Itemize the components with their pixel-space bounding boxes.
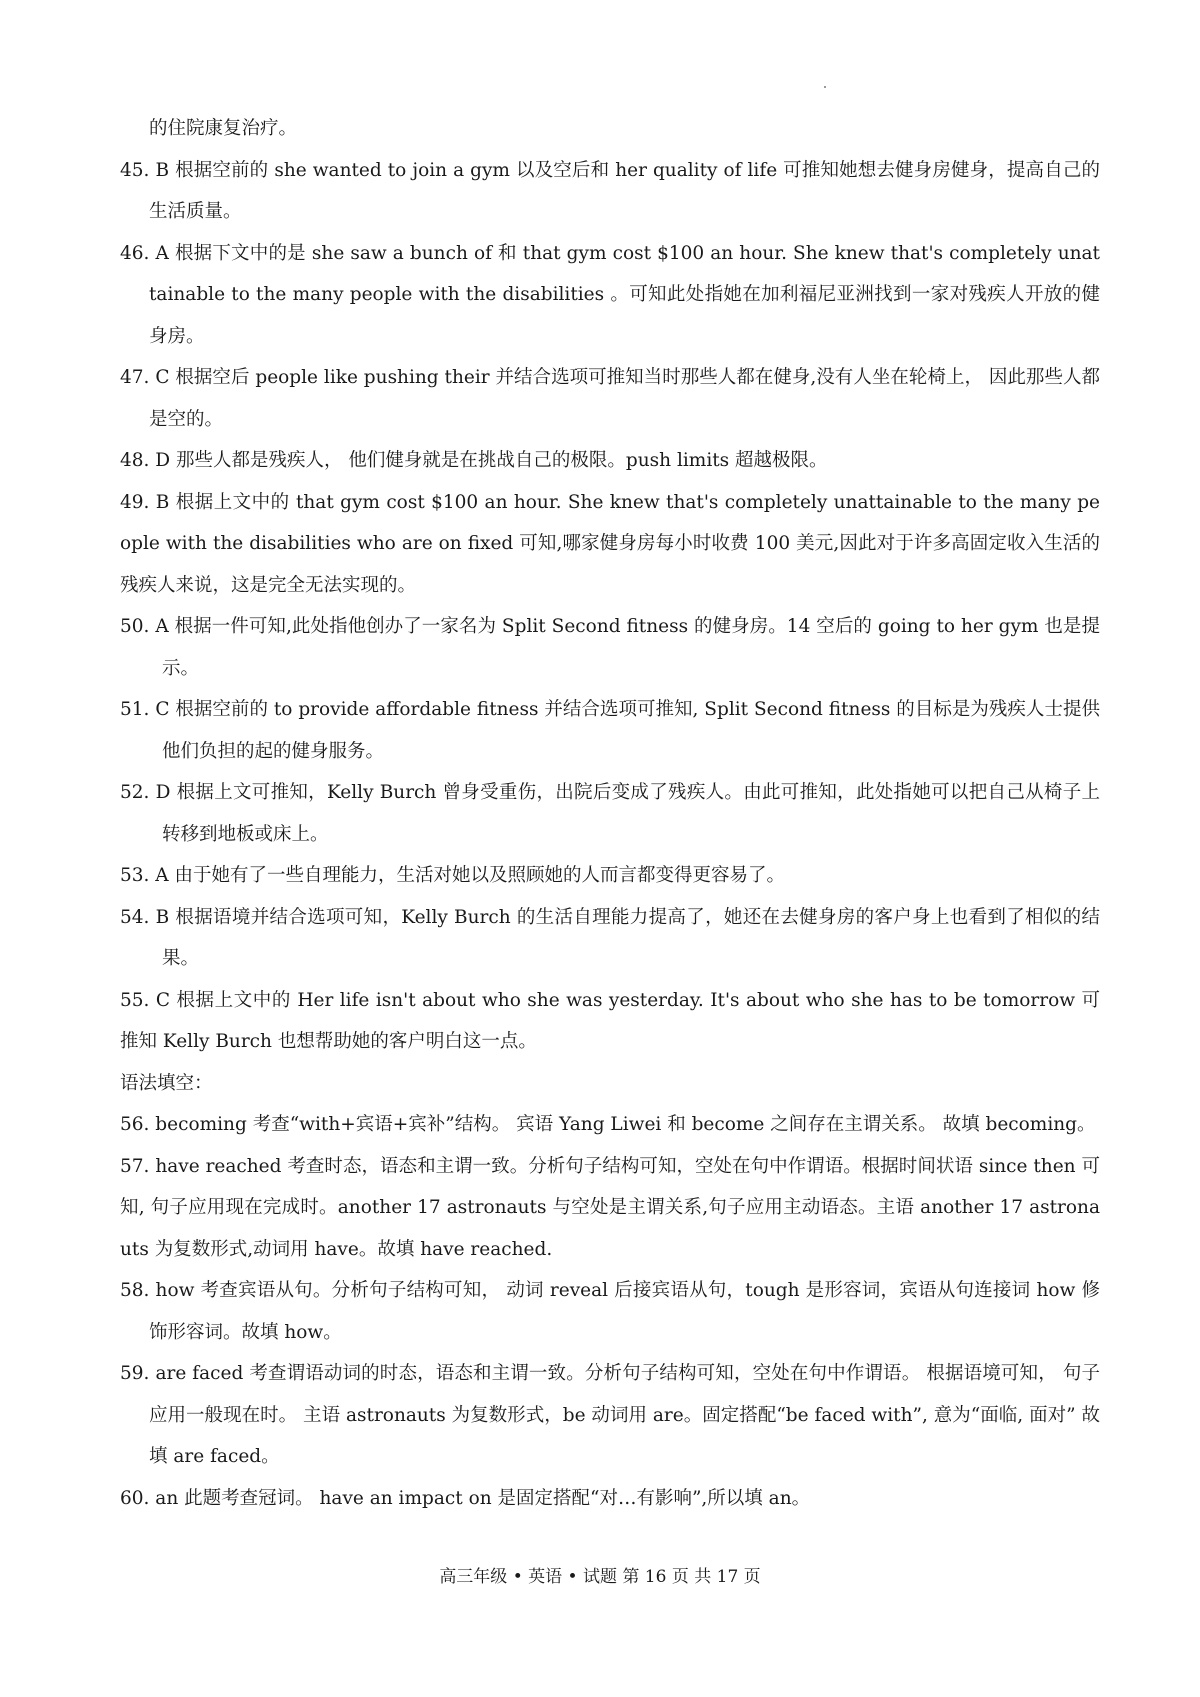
answer-45: 45. B 根据空前的 she wanted to join a gym 以及空后和 her quality of life 可推知她想去健身房健身，提高自己的生活质量。 — [120, 159, 1100, 222]
answer-49: 49. B 根据上文中的 that gym cost $100 an hour. She knew that's completely unattainable to the many people with the disabilities who are on fixed 可知,哪家健身房每小时收费 100 美元,因此对于许多高固定收入生活的残疾人来说，这是完全无法实现的。 — [120, 491, 1100, 596]
scan-speck — [824, 86, 826, 88]
section-heading-grammar: 语法填空： — [120, 1072, 213, 1094]
answer-50: 50. A 根据一件可知,此处指他创办了一家名为 Split Second fitness 的健身房。14 空后的 going to her gym 也是提示。 — [120, 616, 1100, 679]
answer-48: 48. D 那些人都是残疾人， 他们健身就是在挑战自己的极限。push limits 超越极限。 — [120, 450, 828, 471]
answer-55: 55. C 根据上文中的 Her life isn't about who she was yesterday. It's about who she has to be tomorrow 可推知 Kelly Burch 也想帮助她的客户明白这一点。 — [120, 989, 1100, 1052]
answer-53: 53. A 由于她有了一些自理能力，生活对她以及照顾她的人而言都变得更容易了。 — [120, 865, 786, 886]
answer-46: 46. A 根据下文中的是 she saw a bunch of 和 that gym cost $100 an hour. She knew that's completely unattainable to the many people with the disabilities 。可知此处指她在加利福尼亚洲找到一家对残疾人开放的健身房。 — [120, 242, 1100, 347]
answer-58: 58. how 考查宾语从句。分析句子结构可知， 动词 reveal 后接宾语从句，tough 是形容词，宾语从句连接词 how 修饰形容词。故填 how。 — [120, 1280, 1100, 1343]
answer-52: 52. D 根据上文可推知，Kelly Burch 曾身受重伤，出院后变成了残疾人。由此可推知，此处指她可以把自己从椅子上转移到地板或床上。 — [120, 782, 1100, 845]
answer-54: 54. B 根据语境并结合选项可知，Kelly Burch 的生活自理能力提高了，她还在去健身房的客户身上也看到了相似的结果。 — [120, 906, 1100, 969]
answer-51: 51. C 根据空前的 to provide affordable fitness 并结合选项可推知, Split Second fitness 的目标是为残疾人士提供他们负担的起的健身服务。 — [120, 699, 1100, 762]
answer-47: 47. C 根据空后 people like pushing their 并结合选项可推知当时那些人都在健身,没有人坐在轮椅上， 因此那些人都是空的。 — [120, 367, 1100, 430]
answer-57: 57. have reached 考查时态，语态和主谓一致。分析句子结构可知，空处在句中作谓语。根据时间状语 since then 可知, 句子应用现在完成时。another 17 astronauts 与空处是主谓关系,句子应用主动语态。主语 another 17 astronauts 为复数形式,动词用 have。故填 have reached. — [120, 1155, 1100, 1260]
answer-60: 60. an 此题考查冠词。 have an impact on 是固定搭配“对…有影响”,所以填 an。 — [120, 1487, 811, 1509]
answer-explanations — [120, 108, 1100, 1519]
continuation-44: 的住院康复治疗。 — [149, 118, 298, 139]
answer-59: 59. are faced 考查谓语动词的时态，语态和主谓一致。分析句子结构可知，空处在句中作谓语。 根据语境可知， 句子应用一般现在时。 主语 astronauts 为复数形式，be 动词用 are。固定搭配“be faced with”, 意为“面临, 面对” 故填 are faced。 — [120, 1363, 1100, 1467]
answer-56: 56. becoming 考查“with+宾语+宾补”结构。 宾语 Yang Liwei 和 become 之间存在主谓关系。 故填 becoming。 — [120, 1114, 1096, 1135]
page-footer: 高三年级 • 英语 • 试题 第 16 页 共 17 页 — [439, 1567, 761, 1587]
